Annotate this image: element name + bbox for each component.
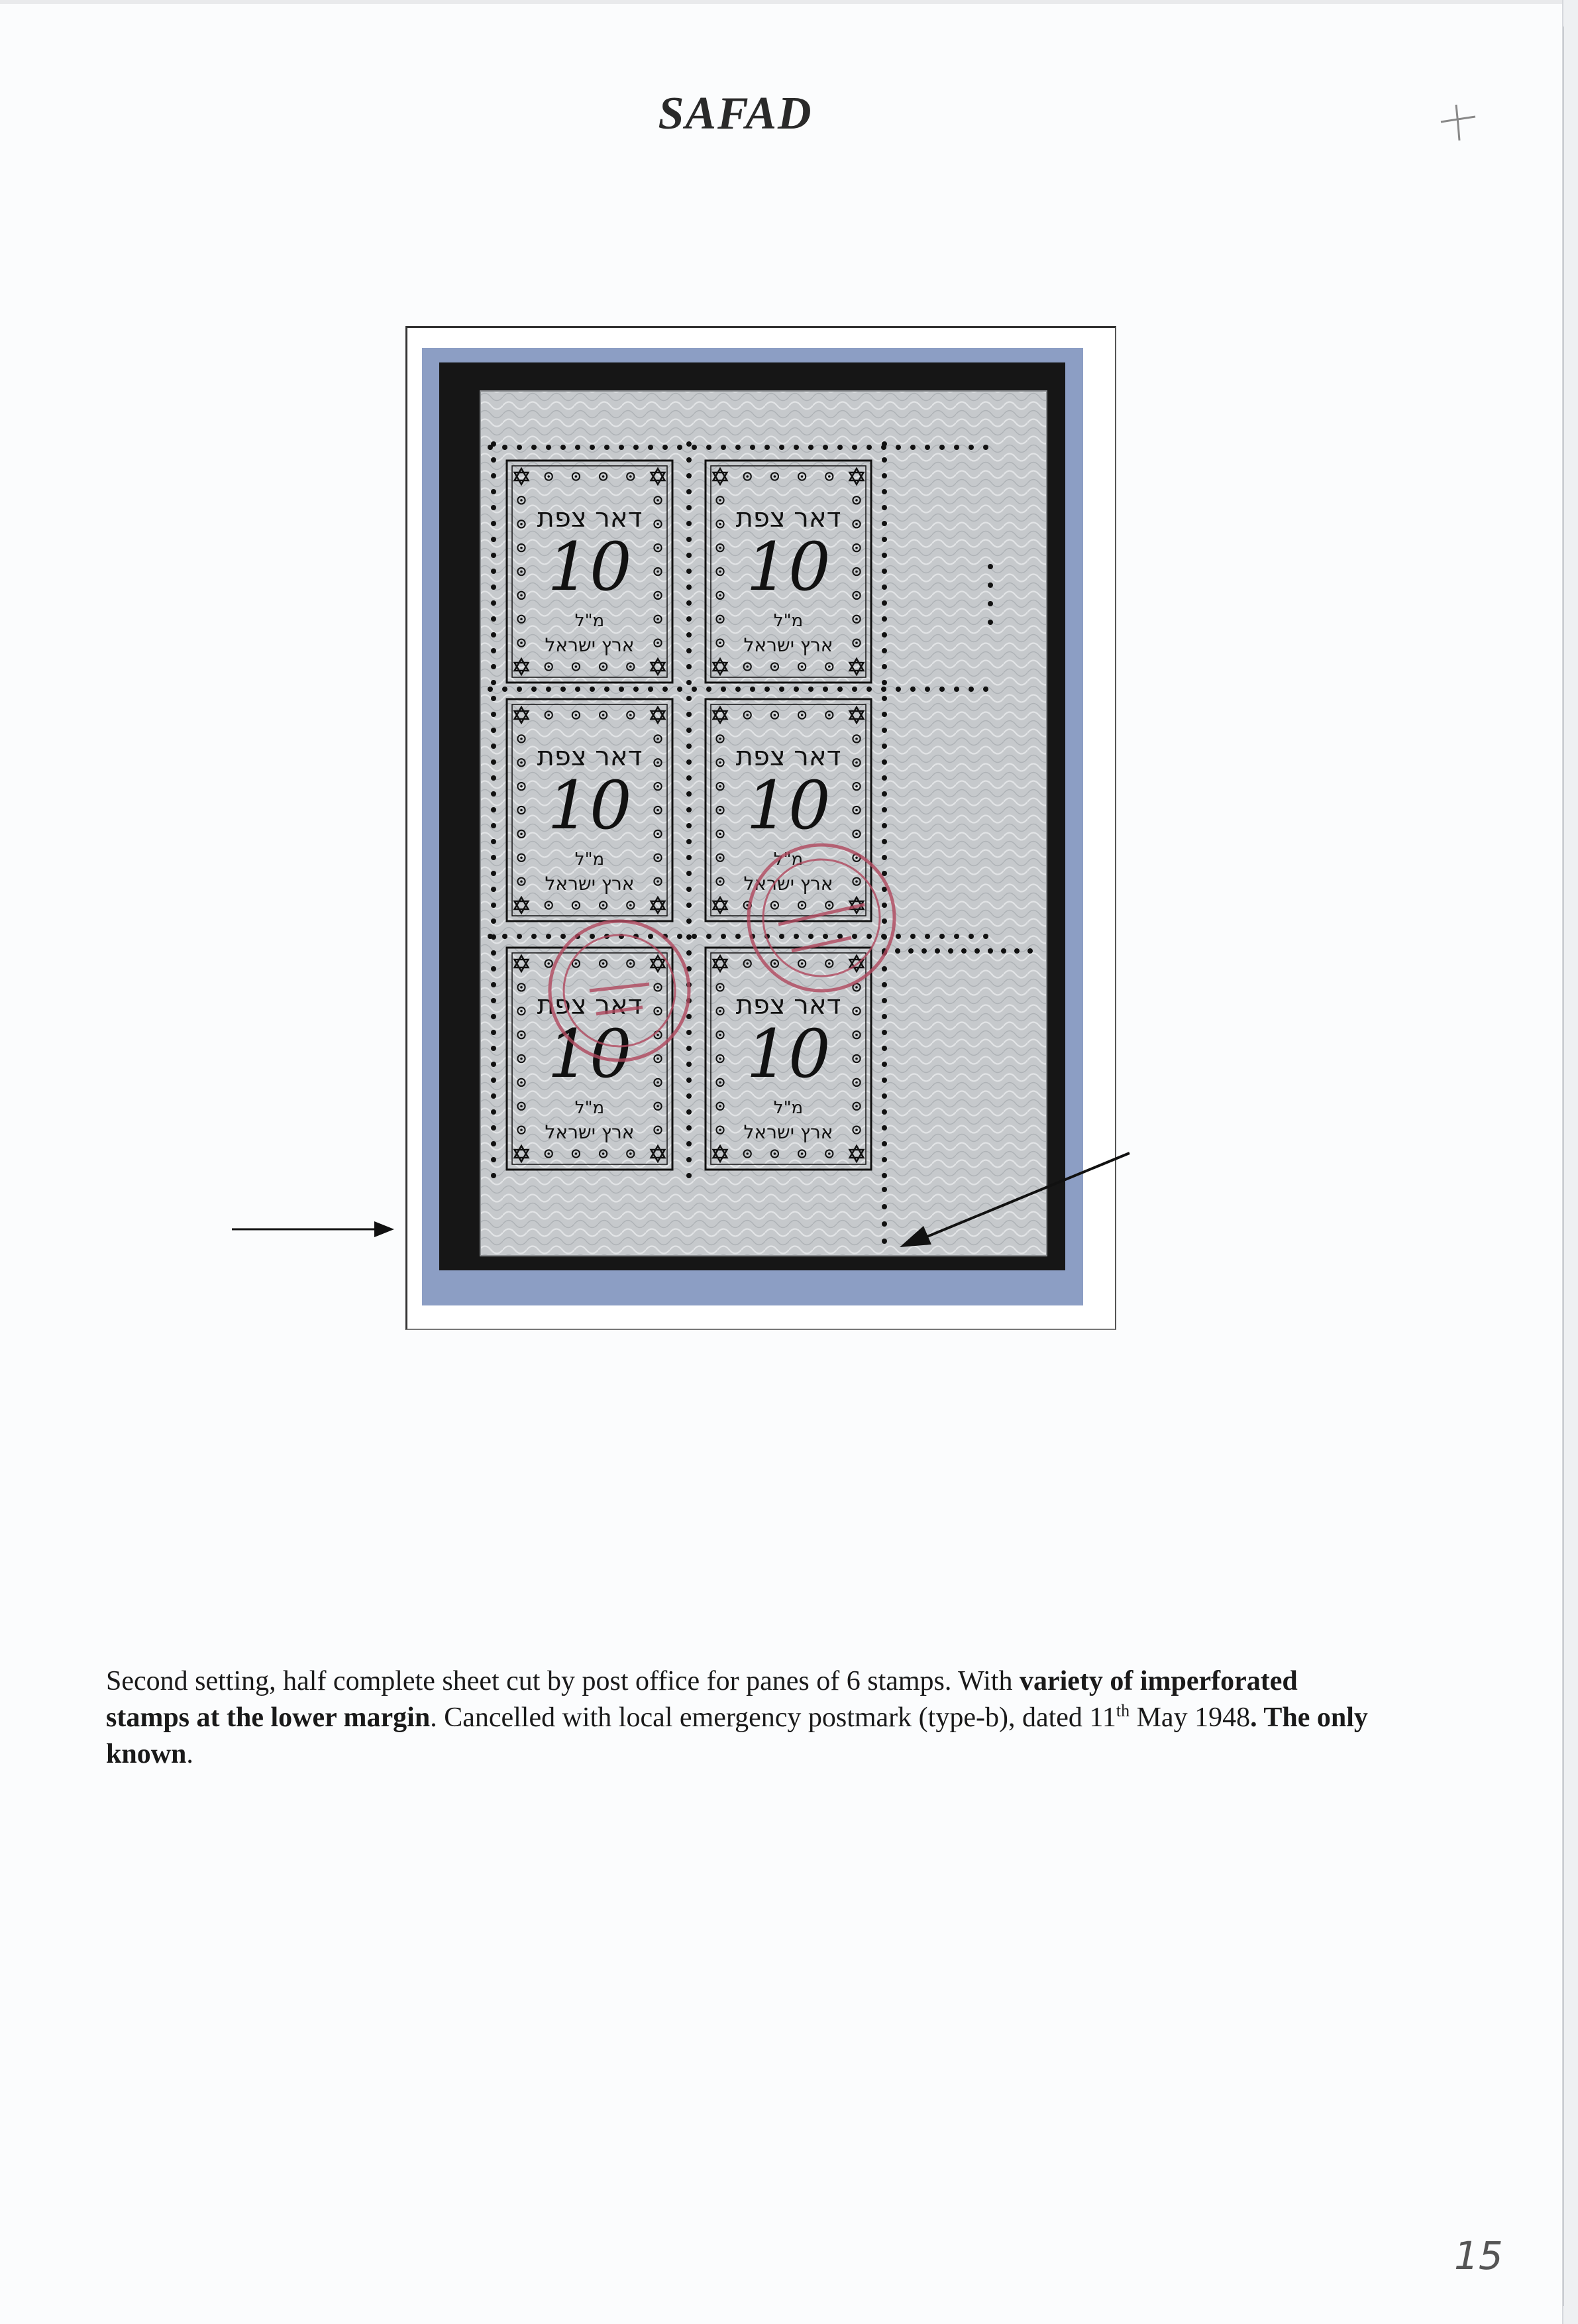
- scan-edge-top: [0, 0, 1578, 4]
- stamp-inscription-top: דאר צפת: [735, 742, 841, 772]
- stamp-inscription-top: דאר צפת: [537, 742, 643, 772]
- stamp-value: 10: [547, 1015, 632, 1093]
- stamp-value: 10: [746, 528, 831, 606]
- description-bold1: variety of imperforated stamps at the lower margin: [106, 1666, 1298, 1733]
- stamp-inscription-bottom: ארץ ישראל: [743, 873, 833, 895]
- stamp-value: 10: [547, 528, 632, 606]
- description-bold2: . The only known: [106, 1702, 1368, 1769]
- stamp-value: 10: [547, 767, 632, 844]
- page-number: 15: [1454, 2233, 1503, 2278]
- stamp-inscription-bottom: ארץ ישראל: [545, 634, 635, 656]
- arrow-pointer-left: [232, 1216, 394, 1243]
- stamp-inscription-bottom: ארץ ישראל: [743, 1121, 833, 1143]
- stamp-inscription-top: דאר צפת: [537, 990, 643, 1021]
- stamp-value: 10: [746, 1015, 831, 1093]
- stamp-value: 10: [746, 767, 831, 844]
- stamp-currency: מ"ל: [773, 1098, 804, 1118]
- arrow-pointer-right: [894, 1146, 1139, 1252]
- stamp-inscription-bottom: ארץ ישראל: [545, 873, 635, 895]
- description-part4: .: [186, 1739, 193, 1769]
- stamp-currency: מ"ל: [574, 850, 605, 869]
- description-text: [106, 1663, 1385, 1773]
- page-title: SAFAD: [658, 88, 813, 139]
- stamp-inscription-bottom: ארץ ישראל: [743, 634, 833, 656]
- stamp-inscription-top: דאר צפת: [735, 503, 841, 533]
- stamp-inscription-top: דאר צפת: [735, 990, 841, 1021]
- pencil-mark: [1434, 99, 1481, 146]
- scan-edge-right: [1562, 0, 1578, 2324]
- stamp-currency: מ"ל: [574, 1098, 605, 1118]
- stamp-inscription-bottom: ארץ ישראל: [545, 1121, 635, 1143]
- stamp-currency: מ"ל: [574, 611, 605, 631]
- description-superscript: th: [1116, 1701, 1130, 1720]
- stamp-currency: מ"ל: [773, 611, 804, 631]
- stamp-currency: מ"ל: [773, 850, 804, 869]
- stamp-inscription-top: דאר צפת: [537, 503, 643, 533]
- description-part1: Second setting, half complete sheet cut by post office for panes of 6 stamps. With: [106, 1666, 1020, 1696]
- description-part2: . Cancelled with local emergency postmark (type-b), dated 11: [430, 1702, 1116, 1733]
- description-part3: May 1948: [1130, 1702, 1251, 1733]
